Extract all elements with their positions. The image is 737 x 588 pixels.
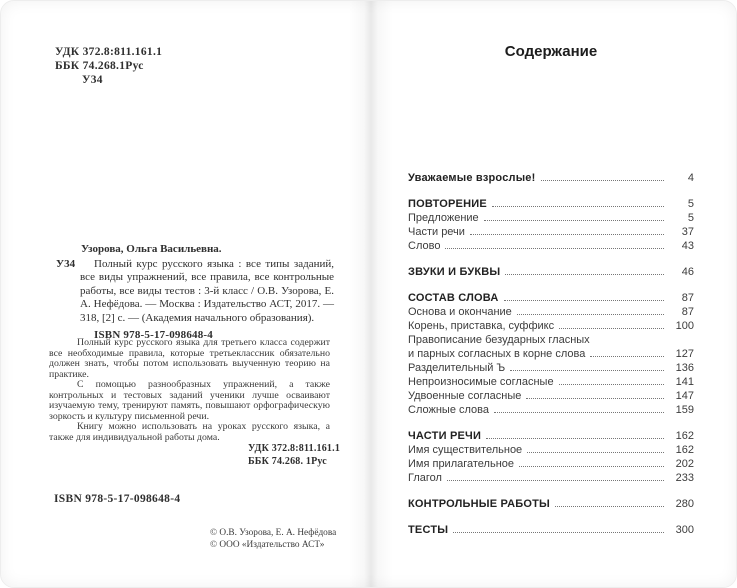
toc-entry (408, 523, 694, 537)
toc-leader-dots (494, 412, 664, 413)
toc-entry-page: 37 (681, 226, 694, 238)
toc-leader-dots (492, 206, 664, 207)
toc-entry-label: ПОВТОРЕНИЕ (408, 198, 487, 210)
toc-list (408, 171, 694, 537)
toc-entry-label: СОСТАВ СЛОВА (408, 292, 499, 304)
cataloguing-entry (56, 258, 334, 343)
toc-entry-page: 147 (675, 390, 694, 402)
toc-entry-page: 46 (681, 266, 694, 278)
toc-entry (408, 319, 694, 333)
toc-entry-page: 280 (675, 498, 694, 510)
toc-entry-label: Основа и окончание (408, 306, 512, 318)
toc-leader-dots (453, 532, 664, 533)
toc-entry (408, 403, 694, 417)
bibliographic-description: Полный курс русского языка : все типы заданий, все виды упражнений, все правила, все контрольные работы, все виды тестов : 3-й класс / О.В. Узорова, Е. А. Нефёдова. — Москва : Издательство АСТ, 2017. — 318, [2] с. — (Академия начального образования). (80, 257, 334, 324)
toc-entry-label: Правописание безударных гласных (408, 334, 590, 346)
toc-entry (408, 497, 694, 511)
toc-entry-label: Части речи (408, 226, 465, 238)
isbn-inline: ISBN 978-5-17-098648-4 (94, 328, 213, 341)
toc-entry (408, 347, 694, 361)
toc-entry-label: ЧАСТИ РЕЧИ (408, 430, 482, 442)
contents-page (369, 1, 737, 587)
toc-entry-label: Слово (408, 240, 441, 252)
udk-line: УДК 372.8:811.161.1 (248, 443, 341, 454)
toc-entry-page: 202 (675, 458, 694, 470)
toc-entry-page: 43 (681, 240, 694, 252)
toc-entry-page: 159 (675, 404, 694, 416)
toc-entry-page: 5 (687, 212, 694, 224)
toc-leader-dots (541, 180, 665, 181)
toc-entry-page: 5 (687, 198, 694, 210)
toc-entry (408, 291, 694, 305)
udk-line: УДК 372.8:811.161.1 (55, 46, 163, 58)
toc-entry-page: 136 (675, 362, 694, 374)
toc-leader-dots (590, 356, 664, 357)
toc-leader-dots (559, 384, 664, 385)
toc-entry-label: Глагол (408, 472, 442, 484)
toc-leader-dots (484, 220, 664, 221)
udk-classification-block (55, 45, 162, 87)
toc-leader-dots (510, 370, 664, 371)
toc-entry-page: 162 (675, 444, 694, 456)
toc-leader-dots (517, 314, 664, 315)
copyright-line: © ООО «Издательство АСТ» (210, 539, 325, 550)
toc-entry-label: Корень, приставка, суффикс (408, 320, 555, 332)
toc-entry-label: Предложение (408, 212, 479, 224)
author-sign-code: У34 (56, 257, 76, 270)
toc-entry-page: 87 (681, 292, 694, 304)
toc-leader-dots (504, 300, 664, 301)
toc-entry-page: 127 (675, 348, 694, 360)
toc-leader-dots (505, 274, 664, 275)
toc-entry (408, 171, 694, 185)
toc-entry-label: Имя прилагательное (408, 458, 515, 470)
copyright-line: © О.В. Узорова, Е. А. Нефёдова (210, 528, 337, 538)
toc-entry-label: Непроизносимые согласные (408, 376, 554, 388)
toc-entry-label: ЗВУКИ И БУКВЫ (408, 266, 501, 278)
bbk-line: ББК 74.268.1Рус (55, 60, 144, 72)
toc-entry-page: 162 (675, 430, 694, 442)
toc-entry (408, 471, 694, 485)
toc-leader-dots (555, 506, 664, 507)
contents-title: Содержание (504, 43, 598, 60)
toc-leader-dots (519, 466, 664, 467)
toc-entry (408, 197, 694, 211)
annotation-paragraph: Полный курс русского языка для третьего класса содержит все необходимые правила, которые третьеклассник обязательно должен знать, чтобы потом использовать выученную теорию на практике. (49, 337, 330, 380)
toc-entry (408, 361, 694, 375)
toc-entry-label: КОНТРОЛЬНЫЕ РАБОТЫ (408, 498, 551, 510)
toc-entry-label: Сложные слова (408, 404, 489, 416)
toc-entry (408, 211, 694, 225)
toc-entry (408, 443, 694, 457)
udk-bbk-footnote (248, 443, 340, 468)
toc-entry-label: Имя существительное (408, 444, 523, 456)
toc-entry (408, 333, 694, 347)
toc-entry (408, 375, 694, 389)
toc-entry (408, 429, 694, 443)
toc-entry-page: 233 (675, 472, 694, 484)
toc-leader-dots (486, 438, 664, 439)
toc-entry-label: ТЕСТЫ (408, 524, 449, 536)
toc-entry (408, 265, 694, 279)
annotation-block (49, 338, 330, 443)
toc-entry (408, 239, 694, 253)
toc-entry-page: 87 (681, 306, 694, 318)
toc-entry (408, 225, 694, 239)
toc-entry-label: Удвоенные согласные (408, 390, 522, 402)
toc-entry-page: 141 (675, 376, 694, 388)
toc-leader-dots (447, 480, 664, 481)
toc-entry-label: Разделительный Ъ (408, 362, 506, 374)
toc-leader-dots (526, 398, 664, 399)
toc-entry (408, 389, 694, 403)
author-sign-line: У34 (82, 74, 103, 86)
author-heading: Узорова, Ольга Васильевна. (81, 243, 222, 255)
toc-entry-label: Уважаемые взрослые! (408, 172, 536, 184)
toc-entry (408, 457, 694, 471)
toc-leader-dots (527, 452, 664, 453)
toc-entry-page: 300 (675, 524, 694, 536)
copyright-block (210, 528, 336, 551)
toc-leader-dots (559, 328, 664, 329)
toc-entry-page: 100 (675, 320, 694, 332)
annotation-paragraph: Книгу можно использовать на уроках русского языка, а также для индивидуальной работы дома. (49, 421, 330, 443)
toc-leader-dots (445, 248, 664, 249)
toc-entry-page: 4 (687, 172, 694, 184)
imprint-page (1, 1, 369, 587)
toc-leader-dots (470, 234, 664, 235)
isbn-bottom: ISBN 978-5-17-098648-4 (54, 493, 181, 505)
toc-entry (408, 305, 694, 319)
toc-entry-label: и парных согласных в корне слова (408, 348, 586, 360)
cataloguing-block (56, 243, 334, 342)
bbk-line: ББК 74.268. 1Рус (248, 455, 327, 467)
annotation-paragraph: С помощью разнообразных упражнений, а также контрольных и тестовых заданий ученики лучше осваивают изучаемую тему, тренируют память, повышают орфографическую зоркость и культуру письменной речи. (49, 379, 330, 422)
